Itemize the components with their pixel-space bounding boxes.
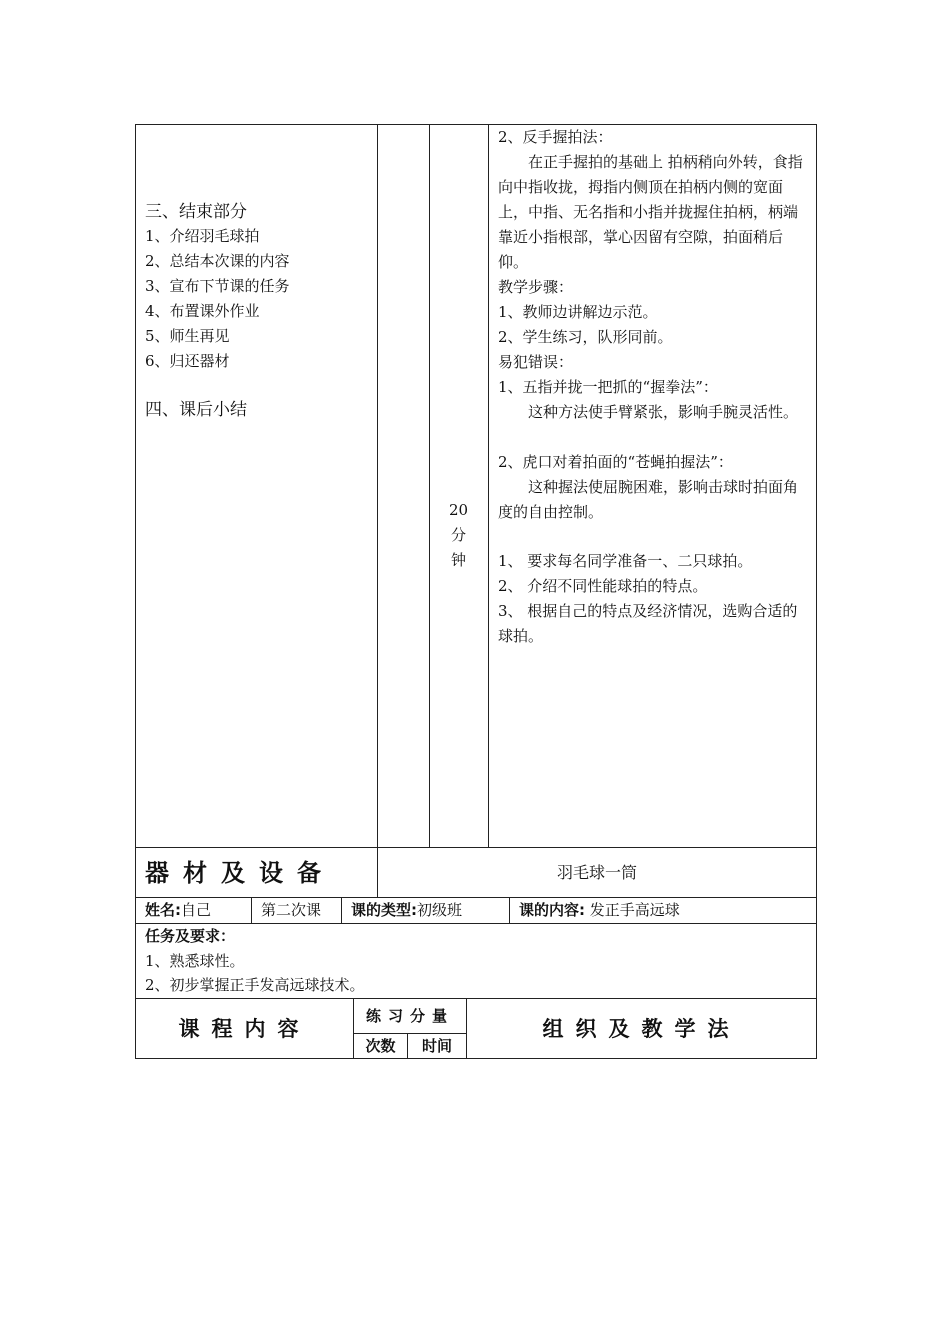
requirement-2: 2、 介绍不同性能球拍的特点。: [498, 577, 708, 595]
error-2-title: 2、虎口对着拍面的“苍蝇拍握法”：: [498, 453, 733, 471]
task-2: 2、初步掌握正手发高远球技术。: [145, 976, 365, 994]
lesson-type-label: 课的类型:: [351, 901, 417, 919]
table-top-border: [135, 124, 817, 125]
tasks-label: 任务及要求：: [145, 927, 236, 945]
backhand-grip-body: 在正手握拍的基础上 拍柄稍向外转，食指向中指收拢，拇指内侧顶在拍柄内侧的宽面上，中指、无名指和小指并拢握住拍柄，柄端靠近小指根部，掌心因留有空隙，拍面稍后仰。: [498, 153, 803, 271]
list-item: 5、师生再见: [145, 327, 230, 345]
upper-divider-2: [429, 124, 430, 848]
upper-divider-3: [488, 124, 489, 848]
error-1-body: 这种方法使手臂紧张，影响手腕灵活性。: [528, 403, 799, 421]
equipment-label: 器材及设备: [145, 859, 335, 887]
tasks-row-top-border: [135, 923, 817, 924]
name-cell: [145, 898, 211, 923]
upper-divider-1: [377, 124, 378, 898]
list-item: 1、介绍羽毛球拍: [145, 227, 260, 245]
lesson-number: 第二次课: [261, 901, 322, 919]
time-unit-2: 钟: [450, 551, 466, 569]
lesson-content-label: 课的内容:: [519, 901, 585, 919]
lesson-content-cell: [519, 898, 680, 923]
requirement-3: 3、 根据自己的特点及经济情况，选购合适的球拍。: [498, 602, 798, 645]
requirement-1: 1、 要求每名同学准备一、二只球拍。: [498, 552, 753, 570]
error-2-body: 这种握法使屈腕困难，影响击球时拍面角度的自由控制。: [498, 478, 799, 521]
header-row-top-border: [135, 998, 817, 999]
lesson-type-value: 初级班: [417, 901, 463, 919]
steps-title: 教学步骤：: [498, 278, 574, 296]
list-item: 4、布置课外作业: [145, 302, 260, 320]
time-header: 时间: [421, 1037, 452, 1055]
course-content-header: 课程内容: [178, 1017, 311, 1041]
table-left-border: [135, 124, 136, 1059]
practice-amount-header: 练习分量: [365, 1007, 454, 1025]
info-row-top-border: [135, 897, 817, 898]
table-bottom-border: [135, 1058, 817, 1059]
name-value: 自己: [181, 901, 212, 919]
count-header: 次数: [365, 1037, 396, 1055]
step-1: 1、教师边讲解边示范。: [498, 303, 658, 321]
method-header: 组织及教学法: [542, 1017, 741, 1041]
table-right-border: [816, 124, 817, 1059]
section3-title: 三、结束部分: [145, 202, 247, 222]
list-item: 6、归还器材: [145, 352, 230, 370]
error-1-title: 1、五指并拢一把抓的“握拳法”：: [498, 378, 718, 396]
section3-list: [145, 224, 290, 374]
equipment-row-top-border: [135, 847, 817, 848]
errors-title: 易犯错误：: [498, 353, 574, 371]
name-label: 姓名:: [145, 901, 181, 919]
time-unit-1: 分: [450, 526, 466, 544]
lesson-content-value: 发正手高远球: [589, 901, 680, 919]
equipment-value: 羽毛球一筒: [556, 863, 637, 882]
list-item: 3、宣布下节课的任务: [145, 277, 290, 295]
backhand-grip-title: 2、反手握拍法：: [498, 128, 613, 146]
step-2: 2、学生练习，队形同前。: [498, 328, 673, 346]
info-divider-2: [341, 897, 342, 924]
info-divider-3: [509, 897, 510, 924]
section4-title: 四、课后小结: [145, 400, 247, 420]
info-divider-1: [251, 897, 252, 924]
list-item: 2、总结本次课的内容: [145, 252, 290, 270]
time-value: 20: [448, 501, 469, 519]
task-1: 1、熟悉球性。: [145, 952, 245, 970]
lesson-type-cell: [351, 898, 462, 923]
